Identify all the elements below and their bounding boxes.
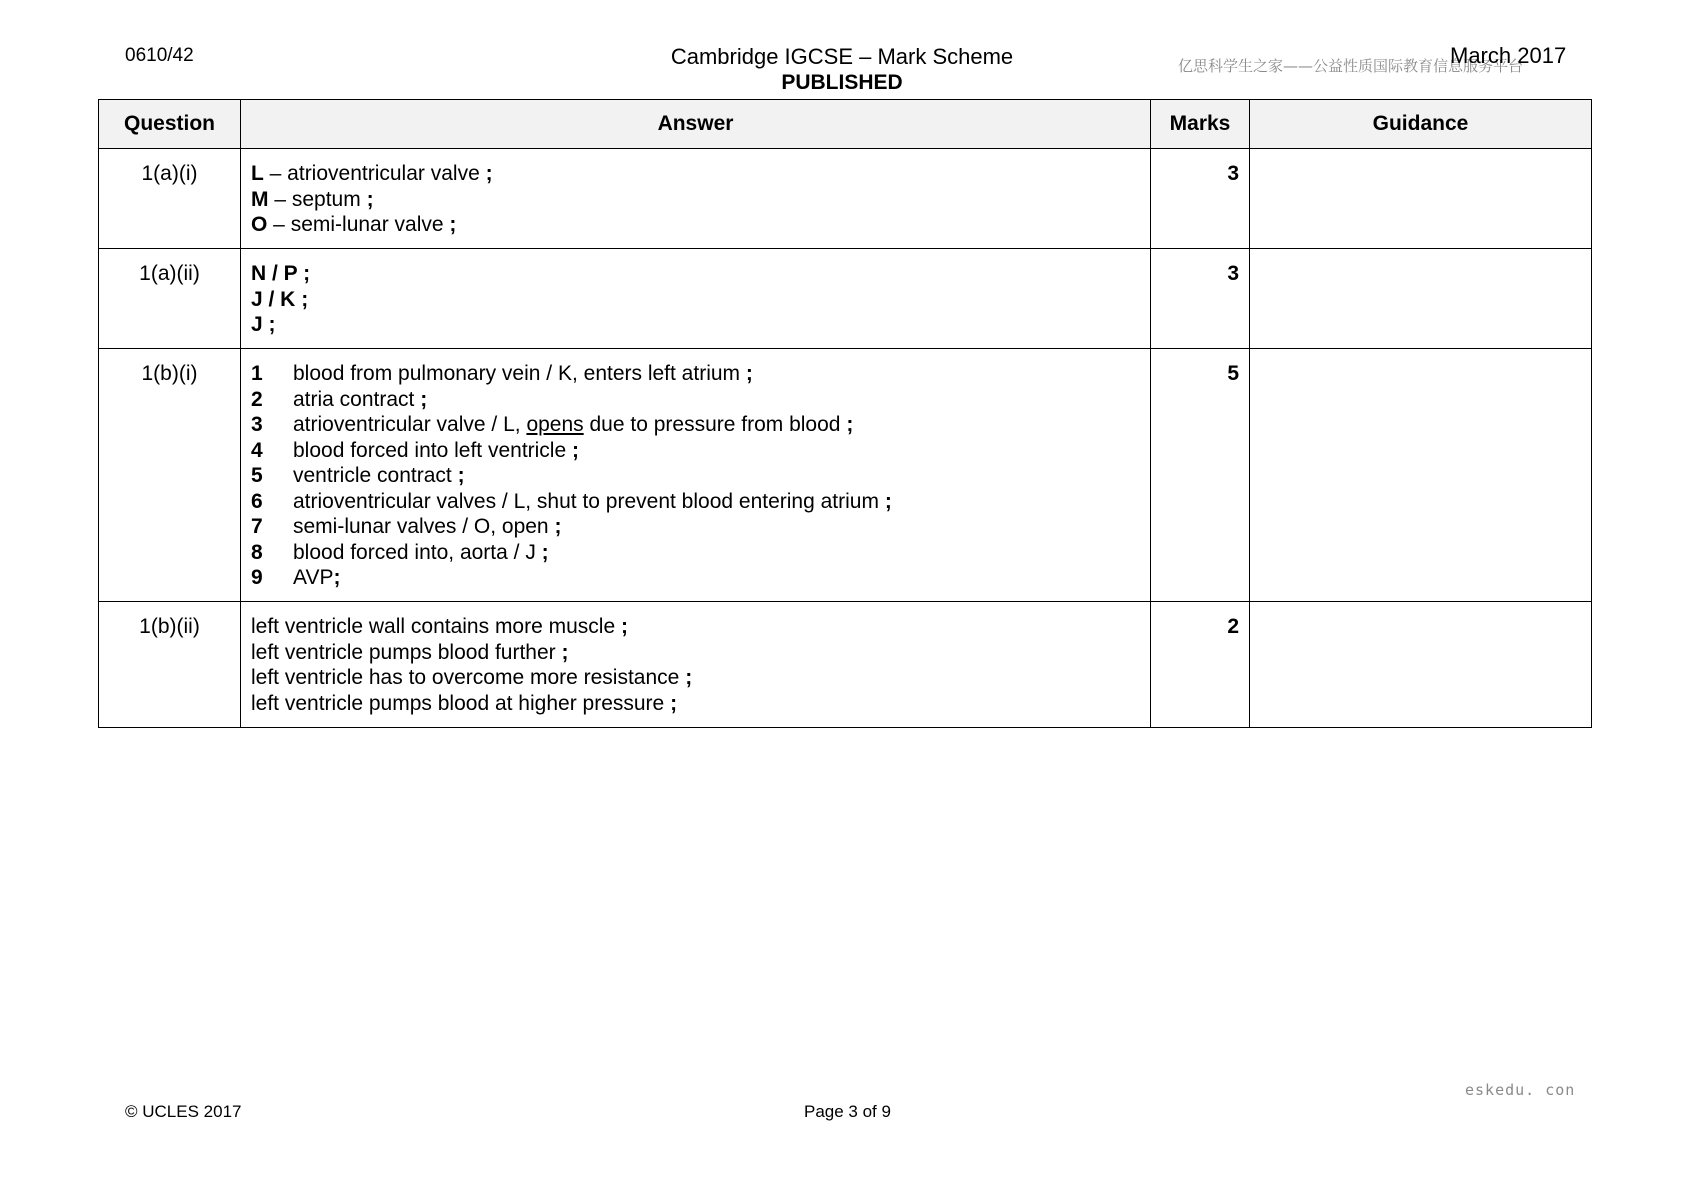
paper-code: 0610/42 xyxy=(125,45,194,66)
header-watermark: 亿思科学生之家——公益性质国际教育信息服务平台 xyxy=(1178,57,1524,75)
answer-line: left ventricle has to overcome more resistance ; xyxy=(251,666,693,689)
table-row xyxy=(99,602,1592,728)
copyright-notice: © UCLES 2017 xyxy=(125,1102,242,1121)
table-row xyxy=(99,149,1592,249)
answer-line: J ; xyxy=(251,313,276,336)
answer-cell xyxy=(241,149,1151,249)
marks-cell: 5 xyxy=(1151,349,1250,602)
answer-column-header: Answer xyxy=(241,100,1151,149)
page-number: Page 3 of 9 xyxy=(804,1102,891,1121)
marking-point: 5 ventricle contract ; xyxy=(251,464,465,487)
table-row xyxy=(99,349,1592,602)
guidance-cell xyxy=(1250,349,1592,602)
table-row xyxy=(99,249,1592,349)
answer-line: N / P ; xyxy=(251,262,311,285)
marks-column-header: Marks xyxy=(1151,100,1250,149)
marks-cell: 3 xyxy=(1151,149,1250,249)
underlined-keyword: opens xyxy=(526,413,584,436)
exam-date: March 2017 xyxy=(1450,43,1567,68)
marking-point: 7 semi-lunar valves / O, open ; xyxy=(251,515,562,538)
question-cell: 1(b)(ii) xyxy=(99,602,241,728)
marking-point: 2 atria contract ; xyxy=(251,387,428,411)
answer-cell xyxy=(241,349,1151,602)
question-cell: 1(a)(i) xyxy=(99,149,241,249)
marking-point: 9 AVP; xyxy=(251,566,341,589)
answer-cell xyxy=(241,602,1151,728)
marks-cell: 2 xyxy=(1151,602,1250,728)
table-header-row xyxy=(99,100,1592,149)
guidance-cell xyxy=(1250,149,1592,249)
marking-point: 4 blood forced into left ventricle ; xyxy=(251,438,579,462)
answer-cell xyxy=(241,249,1151,349)
answer-line: left ventricle pumps blood at higher pressure ; xyxy=(251,691,678,715)
answer-line: L – atrioventricular valve ; xyxy=(251,162,493,185)
answer-line: J / K ; xyxy=(251,287,309,311)
answer-line: left ventricle wall contains more muscle ; xyxy=(251,615,628,638)
answer-line: M – septum ; xyxy=(251,187,374,211)
guidance-cell xyxy=(1250,602,1592,728)
published-label: PUBLISHED xyxy=(781,71,903,94)
marking-point: 3 atrioventricular valve / L, opens due to pressure from blood ; xyxy=(251,413,854,436)
footer-watermark: eskedu. con xyxy=(1465,1081,1576,1099)
guidance-cell xyxy=(1250,249,1592,349)
mark-scheme-table xyxy=(98,99,1592,728)
answer-line: O – semi-lunar valve ; xyxy=(251,213,457,236)
question-cell: 1(a)(ii) xyxy=(99,249,241,349)
question-column-header: Question xyxy=(99,100,241,149)
marking-point: 1 blood from pulmonary vein / K, enters left atrium ; xyxy=(251,362,753,385)
question-cell: 1(b)(i) xyxy=(99,349,241,602)
marking-point: 8 blood forced into, aorta / J ; xyxy=(251,540,549,564)
marks-cell: 3 xyxy=(1151,249,1250,349)
marking-point: 6 atrioventricular valves / L, shut to prevent blood entering atrium ; xyxy=(251,489,892,513)
guidance-column-header: Guidance xyxy=(1250,100,1592,149)
document-title: Cambridge IGCSE – Mark Scheme xyxy=(670,44,1014,69)
answer-line: left ventricle pumps blood further ; xyxy=(251,640,569,664)
